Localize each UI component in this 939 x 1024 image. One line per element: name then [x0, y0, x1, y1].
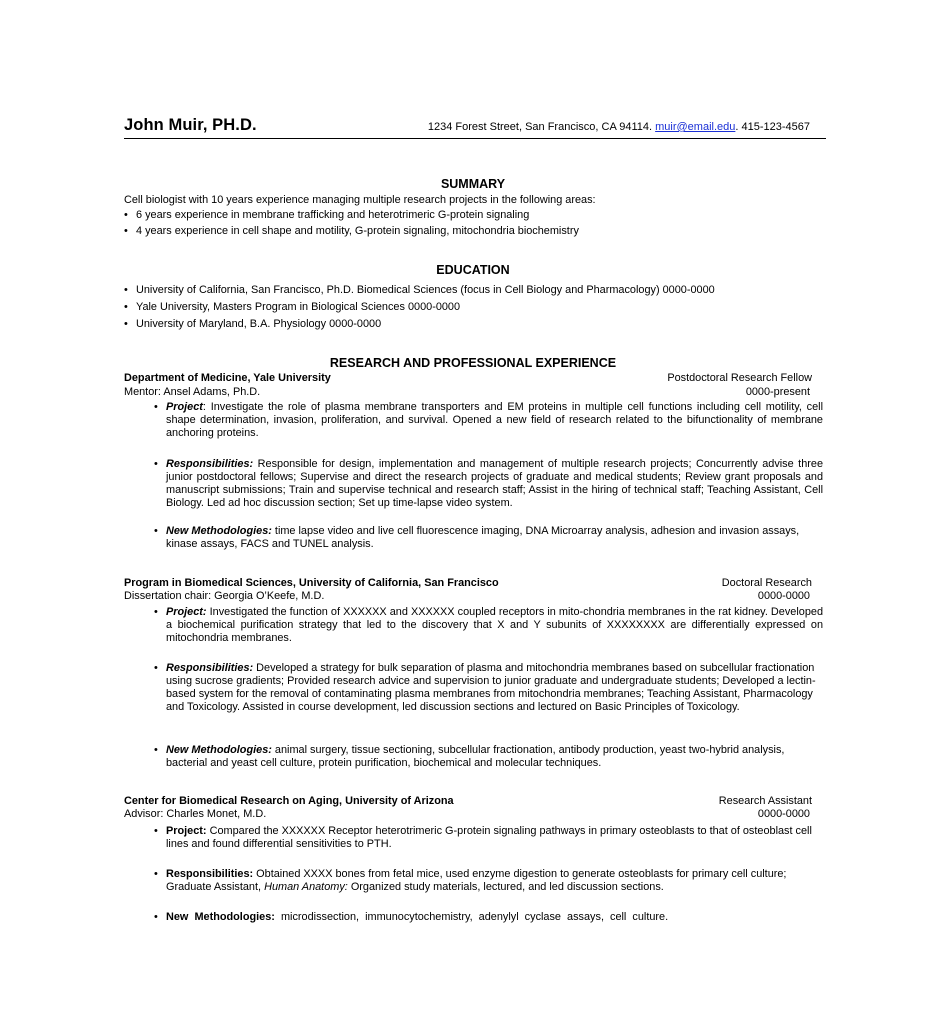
job-role: Postdoctoral Research Fellow	[667, 372, 812, 384]
bullet-icon: •	[154, 458, 158, 470]
summary-heading: SUMMARY	[440, 177, 506, 191]
bullet-icon: •	[154, 525, 158, 537]
resume-header	[124, 116, 826, 139]
education-heading: EDUCATION	[436, 263, 510, 277]
experience-heading: RESEARCH AND PROFESSIONAL EXPERIENCE	[329, 356, 617, 370]
job-dates: 0000-present	[745, 386, 810, 398]
job-responsibilities: • Responsibilities: Developed a strategy for bulk separation of plasma and mitochondria membranes based on subcellular fractionation using sucrose gradients; Provided research advice and supervision to junior graduate and undergraduate students; Developed a lectin-based system for the removal of contaminating plasma membranes from mitochondria membranes; Teaching Assistant, Pharmacology and Toxicology. Assisted in course development, led discussion sections and lectured on Basic Principles of Toxicology.	[154, 662, 816, 713]
bullet-icon: •	[124, 301, 128, 313]
bullet-icon: •	[154, 825, 158, 837]
job-responsibilities: • Responsibilities: Responsible for design, implementation and management of multiple research projects; Concurrently advise three junior postdoctoral fellows; Supervise and direct the research projects of graduate and medical students; Review grant proposals and manuscript submissions; Train and supervise technical and research staff; Assist in the hiring of technical staff; Teaching Assistant, Cell Biology. Led ad hoc discussion section; Set up time-lapse video system.	[154, 458, 823, 509]
bullet-icon: •	[154, 744, 158, 756]
applicant-name: John Muir, PH.D.	[124, 116, 257, 134]
bullet-icon: •	[154, 401, 158, 413]
job-organization: Program in Biomedical Sciences, University of California, San Francisco	[124, 577, 499, 589]
bullet-icon: •	[154, 606, 158, 618]
bullet-icon: •	[154, 662, 158, 674]
summary-intro: Cell biologist with 10 years experience managing multiple research projects in the following areas:	[124, 194, 596, 206]
bullet-icon: •	[124, 284, 128, 296]
job-responsibilities: • Responsibilities: Obtained XXXX bones from fetal mice, used enzyme digestion to generate osteoblasts for primary cell culture; Graduate Assistant, Human Anatomy: Organized study materials, lectured, and led discussion sections.	[154, 868, 787, 893]
job-methodologies: • New Methodologies: time lapse video and live cell fluorescence imaging, DNA Microarray analysis, adhesion and invasion assays, kinase assays, FACS and TUNEL analysis.	[154, 525, 800, 550]
job-organization: Center for Biomedical Research on Aging, University of Arizona	[124, 795, 454, 807]
job-dates: 0000-0000	[757, 808, 810, 820]
bullet-icon: •	[124, 225, 128, 237]
job-project: • Project: Investigated the function of XXXXXX and XXXXXX coupled receptors in mito-chondria membranes in the rat kidney. Developed a biochemical purification strategy that led to the discovery that X and Y subunits of XXXXXXXX are differentially expressed on mitochondria membranes.	[154, 606, 823, 644]
job-dates: 0000-0000	[757, 590, 810, 602]
email-link[interactable]: muir@email.edu	[655, 121, 736, 133]
phone: . 415-123-4567	[735, 121, 810, 133]
job-methodologies: • New Methodologies: animal surgery, tissue sectioning, subcellular fractionation, antibody production, yeast two-hybrid analysis, bacterial and yeast cell culture, protein purification, biochemical and molecular techniques.	[154, 744, 785, 769]
education-item: • Yale University, Masters Program in Biological Sciences 0000-0000	[124, 301, 461, 313]
education-item: • University of California, San Francisco, Ph.D. Biomedical Sciences (focus in Cell Biology and Pharmacology) 0000-0000	[124, 284, 715, 296]
job-mentor: Dissertation chair: Georgia O’Keefe, M.D.	[124, 590, 325, 602]
job-project: • Project: Compared the XXXXXX Receptor heterotrimeric G-protein signaling pathways in primary osteoblasts to that of osteoblast cell lines and found differential sensitivities to PTH.	[154, 825, 812, 850]
job-role: Research Assistant	[718, 795, 812, 807]
bullet-icon: •	[154, 911, 158, 923]
contact-line	[428, 121, 810, 133]
job-mentor: Advisor: Charles Monet, M.D.	[124, 808, 267, 820]
address: 1234 Forest Street, San Francisco, CA 94114.	[427, 121, 653, 133]
job-role: Doctoral Research	[721, 577, 812, 589]
job-organization: Department of Medicine, Yale University	[124, 372, 331, 384]
bullet-icon: •	[124, 318, 128, 330]
bullet-icon: •	[124, 209, 128, 221]
job-mentor: Mentor: Ansel Adams, Ph.D.	[124, 386, 261, 398]
bullet-icon: •	[154, 868, 158, 880]
summary-bullet: • 4 years experience in cell shape and motility, G-protein signaling, mitochondria biochemistry	[124, 225, 579, 237]
summary-bullet: • 6 years experience in membrane trafficking and heterotrimeric G-protein signaling	[124, 209, 530, 221]
education-item: • University of Maryland, B.A. Physiology 0000-0000	[124, 318, 382, 330]
job-methodologies: • New Methodologies: microdissection, immunocytochemistry, adenylyl cyclase assays, cell culture.	[154, 911, 669, 923]
job-project: • Project: Investigate the role of plasma membrane transporters and EM proteins in multiple cell functions including cell motility, cell shape determination, invasion, proliferation, and survival. Opened a new field of research related to the bifunctionality of membrane anchoring proteins.	[154, 401, 823, 439]
